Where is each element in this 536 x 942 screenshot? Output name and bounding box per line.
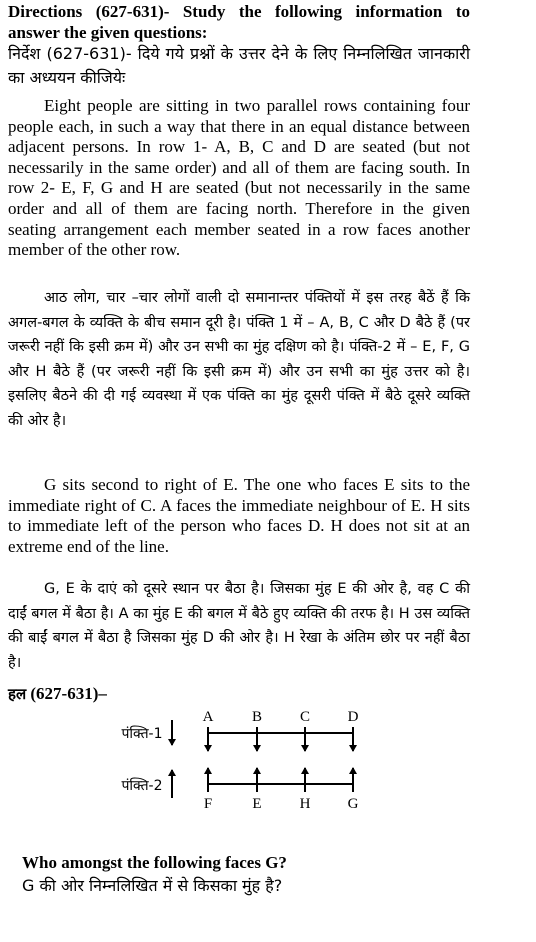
paragraph-2-hindi: G, E के दाएं को दूसरे स्थान पर बैठा है। जिसका मुंह E की ओर है, वह C की दाईं बगल में बैठा है। A का मुंह E की बगल में बैठे हुए व्यक्ति की तरफ है। H उस व्यक्ति की बाईं बगल में बैठा है जिसका मुंह D की ओर है। H रेखा के अंतिम छोर पर नहीं बैठा है।	[8, 581, 470, 671]
row-2-person-f: F	[203, 796, 213, 812]
paragraph-1-hindi: आठ लोग, चार –चार लोगों वाली दो समानान्तर पंक्तियों में इस तरह बैठें हैं कि अगल-बगल के व्यक्ति के बीच समान दूरी है। पंक्ति 1 में – A, B, C और D बैठे हैं (पर जरूरी नहीं कि इसी क्रम में) और उन सभी का मुंह दक्षिण को है। पंक्ति-2 में – E, F, G और H बैठे हैं (पर जरूरी नहीं कि इसी क्रम में) और उन सभी का मुंह उत्तर को है। इसलिए बैठने की दी गई व्यवस्था में एक पंक्ति का मुंह दूसरी पंक्ति में बैठे दूसरे व्यक्ति की ओर है।	[8, 290, 470, 429]
row-1-arrow-d-head	[349, 745, 357, 752]
row-1-direction-arrow-head	[168, 739, 176, 746]
row-2-direction-arrow-head	[168, 769, 176, 776]
paragraph-1-english: Eight people are sitting in two parallel rows containing four people each, in such a way that there in an equal distance between adjacent persons. In row 1- A, B, C and D are seated (but not necessarily in the same order) and all of them are facing south. In row 2- E, F, G and H are seated (but not necessarily in the same order and all of them are facing north. Therefore in the given seating arrangement each member seated in a row faces another member of the other row.	[8, 96, 470, 260]
paragraph-2-english: G sits second to right of E. The one who faces E sits to the immediate right of C. A faces the immediate neighbour of E. H sits to immediate left of the person who faces D. H does not sit at an extreme end of the line.	[8, 475, 470, 556]
solution-label: हल	[8, 685, 27, 703]
row-2-person-g: G	[347, 796, 359, 812]
row-2-person-h: H	[299, 796, 311, 812]
directions-english: Directions (627-631)- Study the following information to answer the given questions:	[8, 2, 470, 42]
row-1-arrow-a-head	[204, 745, 212, 752]
question-english: Who amongst the following faces G?	[22, 853, 287, 872]
row-1-person-d: D	[347, 709, 359, 725]
solution-range: (627-631)–	[30, 684, 107, 703]
row-2-arrow-h-head	[301, 767, 309, 774]
question-hindi: G की ओर निम्नलिखित में से किसका मुंह है?	[22, 876, 283, 895]
row-1-person-c: C	[299, 709, 311, 725]
row-1-person-a: A	[202, 709, 214, 725]
row-2-label: पंक्ति-2	[121, 778, 163, 794]
row-1-person-b: B	[251, 709, 263, 725]
row-1-arrow-b-head	[253, 745, 261, 752]
directions-hindi: निर्देश (627-631)- दिये गये प्रश्नों के उत्तर देने के लिए निम्नलिखित जानकारी का अध्ययन कीजियेः	[8, 44, 470, 87]
seating-diagram	[0, 700, 536, 820]
row-1-label: पंक्ति-1	[121, 726, 163, 742]
row-2-person-e: E	[252, 796, 262, 812]
row-2-arrow-g-head	[349, 767, 357, 774]
row-2-arrow-e-head	[253, 767, 261, 774]
row-1-arrow-c-head	[301, 745, 309, 752]
row-2-arrow-f-head	[204, 767, 212, 774]
